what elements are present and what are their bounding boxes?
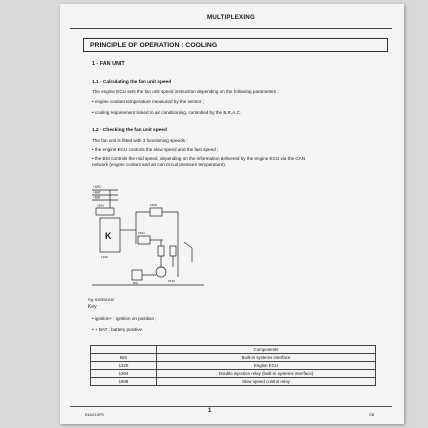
table-cell: Slow speed control relay <box>157 378 376 386</box>
fan-unit-heading: 1 - FAN UNIT <box>92 61 125 67</box>
calc-intro: The engine ECU sets the fan unit speed instruction depending on the following parameters : <box>92 89 279 94</box>
table-cell: Engine ECU <box>157 362 376 370</box>
diagram-label: +BAT <box>93 190 101 195</box>
table-cell: 1508 <box>91 378 157 386</box>
calc-bullet: • cooling requirement linked to air conditioning, controlled by the B.R.A.C. <box>92 110 242 115</box>
footer-code: E4AG1GP0 <box>85 413 104 417</box>
check-bullet: • the BSI controls the mid speed, depending on the information delivered by the engine ECU via the CAN <box>92 156 306 161</box>
table-cell: 1304 <box>91 370 157 378</box>
section-title: PRINCIPLE OF OPERATION : COOLING <box>83 38 388 52</box>
diagram-label: BSI <box>133 281 138 285</box>
table-row <box>91 362 376 370</box>
table-cell: BSI <box>91 354 157 362</box>
calc-bullet: • engine coolant temperature measured by the sensor ; <box>92 99 204 104</box>
key-item: • ignition+ : ignition on position ; <box>92 316 157 321</box>
diagram-label: 1504 <box>138 231 145 235</box>
table-header-row <box>91 346 376 354</box>
table-cell: Double injection relay (built-in systems interface) <box>157 370 376 378</box>
check-intro: The fan unit is fitted with 3 functioning speeds : <box>92 138 188 143</box>
table-row <box>91 370 376 378</box>
diagram-label: 1320 <box>101 255 108 259</box>
table-header: Components <box>157 346 376 354</box>
check-bullet: network (engine coolant and air con circuit pressure temperature). <box>92 162 227 167</box>
table-cell: 1320 <box>91 362 157 370</box>
components-table <box>90 345 376 386</box>
page-header: MULTIPLEXING <box>70 14 392 29</box>
diagram-label: K <box>105 231 112 241</box>
key-item: • + BAT : battery positive. <box>92 327 144 332</box>
table-cell: Built-in systems interface <box>157 354 376 362</box>
diagram-label: 1304 <box>97 203 104 208</box>
calc-heading: 1.1 - Calculating the fan unit speed <box>92 80 172 85</box>
figure-caption: Fig: B1BEM1NC <box>88 298 115 302</box>
diagram-label: +APC <box>93 185 102 189</box>
footer-language: GB <box>369 413 375 417</box>
wiring-diagram <box>88 182 208 294</box>
footer-divider <box>70 406 392 407</box>
document-page <box>60 4 404 424</box>
diagram-label: 1510 <box>168 279 175 283</box>
diagram-label: +BAT <box>93 195 101 200</box>
key-label: Key <box>88 304 97 310</box>
page-number: 1 <box>208 408 212 414</box>
check-bullet: • the engine ECU controls the slow speed and the fast speed ; <box>92 147 219 152</box>
table-row <box>91 354 376 362</box>
check-heading: 1.2 - Checking the fan unit speed <box>92 128 167 133</box>
table-row <box>91 378 376 386</box>
diagram-label: 1508 <box>150 203 157 207</box>
